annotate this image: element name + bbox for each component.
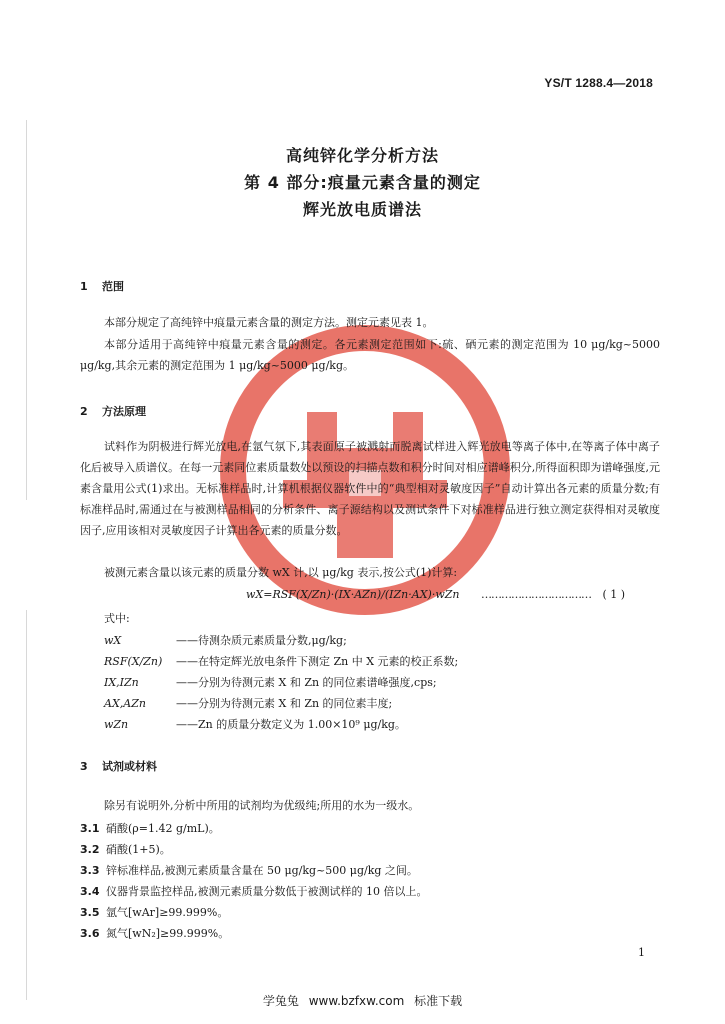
definition-row [104, 674, 437, 690]
item-number: 3.1 [80, 822, 100, 835]
list-item [80, 925, 229, 941]
definition-symbol: RSF(X/Zn) [104, 655, 163, 668]
title-line-2: 第 4 部分:痕量元素含量的测定 [244, 173, 481, 192]
definition-symbol: wZn [104, 718, 129, 731]
definition-symbol: AX,AZn [104, 697, 146, 710]
item-number: 3.5 [80, 906, 100, 919]
definition-symbol: IX,IZn [104, 676, 139, 689]
section-number: 2 [80, 405, 88, 418]
list-item [80, 862, 418, 878]
definition-text: ——待测杂质元素质量分数,μg/kg; [176, 634, 347, 647]
definition-text: ——Zn 的质量分数定义为 1.00×10⁹ μg/kg。 [176, 718, 406, 731]
item-text: 氮气[wN₂]≥99.999%。 [106, 927, 230, 940]
item-number: 3.2 [80, 843, 100, 856]
definition-symbol: wX [104, 634, 122, 647]
item-text: 氩气[wAr]≥99.999%。 [106, 906, 229, 919]
standard-code: YS/T 1288.4—2018 [544, 76, 653, 90]
list-item [80, 904, 228, 920]
section-number: 3 [80, 760, 88, 773]
title-line-1: 高纯锌化学分析方法 [285, 146, 439, 165]
where-label: 式中: [104, 612, 130, 625]
section-2-heading [80, 403, 146, 419]
definition-row [104, 716, 406, 732]
definition-text: ——在特定辉光放电条件下测定 Zn 中 X 元素的校正系数; [176, 655, 459, 668]
list-item [80, 883, 428, 899]
section-number: 1 [80, 280, 88, 293]
section-title: 试剂或材料 [102, 760, 157, 773]
definition-text: ——分别为待测元素 X 和 Zn 的同位素丰度; [176, 697, 393, 710]
scan-fold-line [26, 610, 27, 1000]
item-text: 硝酸(1+5)。 [106, 843, 171, 856]
section-1-paragraph-2: 本部分适用于高纯锌中痕量元素含量的测定。各元素测定范围如下:硫、硒元素的测定范围为 10 μg/kg~5000 μg/kg,其余元素的测定范围为 1 μg/kg~5000 μg/kg。 [80, 338, 660, 372]
formula-1 [246, 588, 625, 601]
section-1-paragraph-1: 本部分规定了高纯锌中痕量元素含量的测定方法。测定元素见表 1。 [104, 316, 434, 329]
page-number: 1 [638, 946, 645, 959]
formula-leader-dots: …………………………… [480, 588, 591, 601]
item-text: 硝酸(ρ=1.42 g/mL)。 [106, 822, 220, 835]
item-text: 锌标准样品,被测元素质量含量在 50 μg/kg~500 μg/kg 之间。 [106, 864, 418, 877]
definition-row [104, 653, 458, 669]
title-line-3: 辉光放电质谱法 [302, 200, 422, 219]
formula-expression: wX=RSF(X/Zn)·(IX·AZn)/(IZn·AX)·wZn [246, 588, 460, 601]
section-title: 方法原理 [102, 405, 146, 418]
section-1-heading [80, 278, 124, 294]
item-number: 3.3 [80, 864, 100, 877]
formula-number: ( 1 ) [602, 588, 626, 601]
footer-watermark-link[interactable]: 学兔兔 www.bzfxw.com 标准下载 [262, 994, 463, 1008]
definition-text: ——分别为待测元素 X 和 Zn 的同位素谱峰强度,cps; [176, 676, 437, 689]
section-2-paragraph-2: 被测元素含量以该元素的质量分数 wX 计,以 μg/kg 表示,按公式(1)计算: [104, 566, 458, 579]
list-item [80, 820, 220, 836]
section-3-heading [80, 758, 157, 774]
definition-row [104, 632, 347, 648]
section-title: 范围 [102, 280, 124, 293]
item-number: 3.6 [80, 927, 100, 940]
section-3-intro: 除另有说明外,分析中所用的试剂均为优级纯;所用的水为一级水。 [104, 799, 420, 812]
item-text: 仪器背景监控样品,被测元素质量分数低于被测试样的 10 倍以上。 [106, 885, 428, 898]
definition-row [104, 695, 392, 711]
item-number: 3.4 [80, 885, 100, 898]
list-item [80, 841, 171, 857]
section-2-paragraph-1: 试料作为阴极进行辉光放电,在氩气氛下,其表面原子被溅射而脱离试样进入辉光放电等离子体中,在等离子体中离子化后被导入质谱仪。在每一元素同位素质量数处以预设的扫描点数和积分时间对相应谱峰积分,所得面积即为谱峰强度,元素含量用公式(1)求出。无标准样品时,计算机根据仪器软件中的“典型相对灵敏度因子”自动计算出各元素的质量分数;有标准样品时,需通过在与被测样品相同的分析条件、离子源结构以及测试条件下对标准样品进行独立测定获得相对灵敏度因子,应用该相对灵敏度因子计算出各元素的质量分数。 [80, 440, 660, 537]
